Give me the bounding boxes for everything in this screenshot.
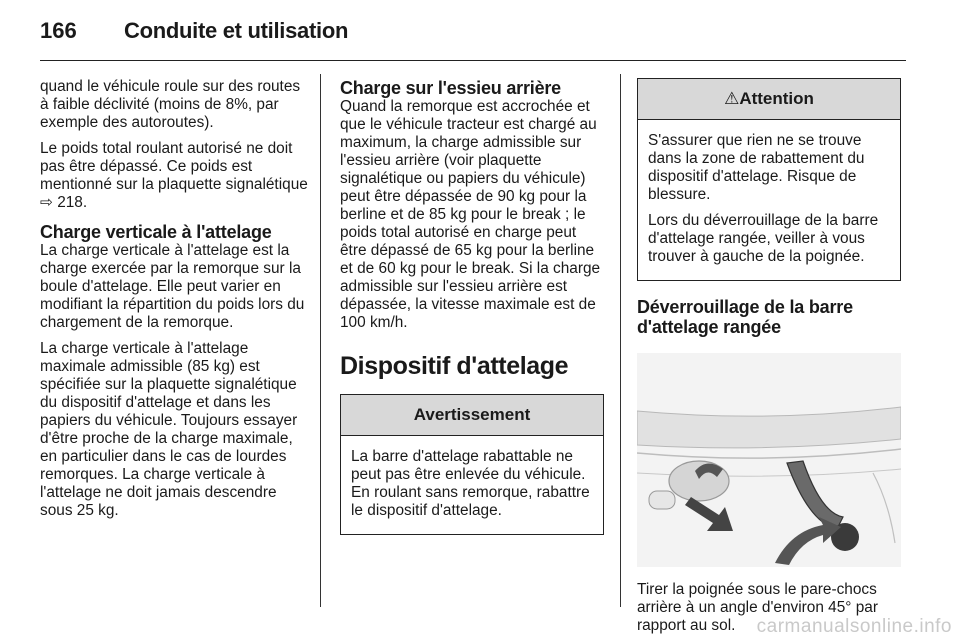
attention-box-title: ⚠Attention [638, 79, 900, 120]
column-divider [620, 74, 621, 607]
warning-triangle-icon: ⚠ [724, 89, 740, 108]
page-reference: 218. [57, 194, 88, 211]
attention-text: S'assurer que rien ne se trouve dans la zone de rabattement du dispositif d'attelage. Risque de blessure. [648, 132, 865, 203]
page-number: 166 [40, 18, 77, 43]
watermark: carmanualsonline.info [756, 616, 952, 637]
attention-box-body [638, 120, 900, 280]
section-heading: Déverrouillage de la barre d'attelage rangée [637, 297, 853, 337]
paragraph: quand le véhicule roule sur des routes à faible déclivité (moins de 8%, par exemple des autoroutes). [40, 78, 301, 131]
column-left [40, 78, 308, 528]
column-divider [320, 74, 321, 607]
tow-bar-illustration [637, 353, 901, 567]
paragraph: Le poids total roulant autorisé ne doit pas être dépassé. Ce poids est mentionné sur la plaquette signalétique ⇨ 218. [40, 140, 308, 211]
attention-box [637, 78, 901, 281]
attention-text: Lors du déverrouillage de la barre d'attelage rangée, veiller à vous trouver à gauche de la poignée. [648, 212, 879, 265]
paragraph: Quand la remorque est accrochée et que le véhicule tracteur est chargé au maximum, la charge admissible sur l'essieu arrière (voir plaquette signalétique ou papiers du véhicule) peut être dépassée de 90 kg pour la berline et de 85 kg pour le break ; le poids total autorisé en charge peut être dépassé de 65 kg pour la berline et de 60 kg pour le break. Si la charge admissible sur l'essieu arrière est dépassée, la vitesse maximale est de 100 km/h. [340, 98, 601, 331]
cross-reference-icon: ⇨ [40, 194, 53, 211]
column-right [637, 78, 901, 643]
page-title: Conduite et utilisation [124, 18, 349, 43]
warning-box-title: Avertissement [341, 395, 603, 436]
warning-box-body [341, 436, 603, 534]
page-header [40, 18, 900, 58]
warning-text: La barre d'attelage rabattable ne peut pas être enlevée du véhicule. En roulant sans remorque, rabattre le dispositif d'attelage. [351, 448, 590, 519]
section-heading: Charge sur l'essieu arrière [340, 78, 561, 98]
chapter-heading: Dispositif d'attelage [340, 352, 569, 380]
tow-bar-drawing [637, 353, 901, 567]
section-heading: Charge verticale à l'attelage [40, 222, 272, 242]
paragraph: La charge verticale à l'attelage maximale admissible (85 kg) est spécifiée sur la plaquette signalétique du dispositif d'attelage et dans les papiers du véhicule. Toujours essayer d'être proche de la charge maximale, en particulier dans le cas de lourdes remorques. La charge verticale à l'attelage ne doit jamais descendre sous 25 kg. [40, 340, 298, 519]
warning-box [340, 394, 604, 535]
figure-caption: Tirer la poignée sous le pare-chocs arrière à un angle d'environ 45° par rapport au sol. [637, 581, 878, 634]
header-divider [40, 60, 906, 61]
paragraph: La charge verticale à l'attelage est la charge exercée par la remorque sur la boule d'attelage. Elle peut varier en modifiant la répartition du poids lors du chargement de la remorque. [40, 242, 305, 331]
column-middle [340, 78, 604, 535]
